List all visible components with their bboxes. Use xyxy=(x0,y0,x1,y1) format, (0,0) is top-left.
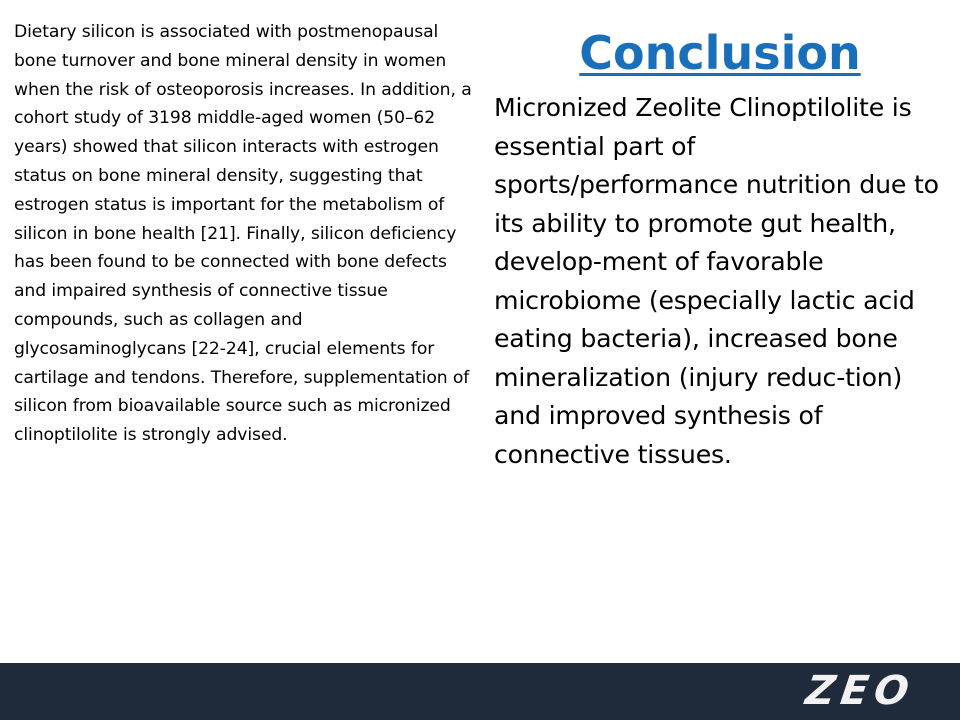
left-paragraph: Dietary silicon is associated with postmenopausal bone turnover and bone mineral density in women when the risk of osteoporosis increases. In addition, a cohort study of 3198 middle-aged women (50–62 years) showed that silicon interacts with estrogen status on bone mineral density, suggesting that estrogen status is important for the metabolism of silicon in bone health [21]. Finally, silicon deficiency has been found to be connected with bone defects and impaired synthesis of connective tissue compounds, such as collagen and glycosaminoglycans [22-24], crucial elements for cartilage and tendons. Therefore, supplementation of silicon from bioavailable source such as micronized clinoptilolite is strongly advised. xyxy=(14,22,472,446)
conclusion-title: Conclusion xyxy=(579,26,861,80)
conclusion-body: Micronized Zeolite Clinoptilolite is essential part of sports/performance nutrition due to its ability to promote gut health, develop-ment of favorable microbiome (especially lactic acid eating bacteria), increased bone mineralization (injury reduc-tion) and improved synthesis of connective tissues. xyxy=(494,93,939,469)
footer-bar xyxy=(0,663,960,720)
zeo-logo: ZEO xyxy=(802,668,918,714)
